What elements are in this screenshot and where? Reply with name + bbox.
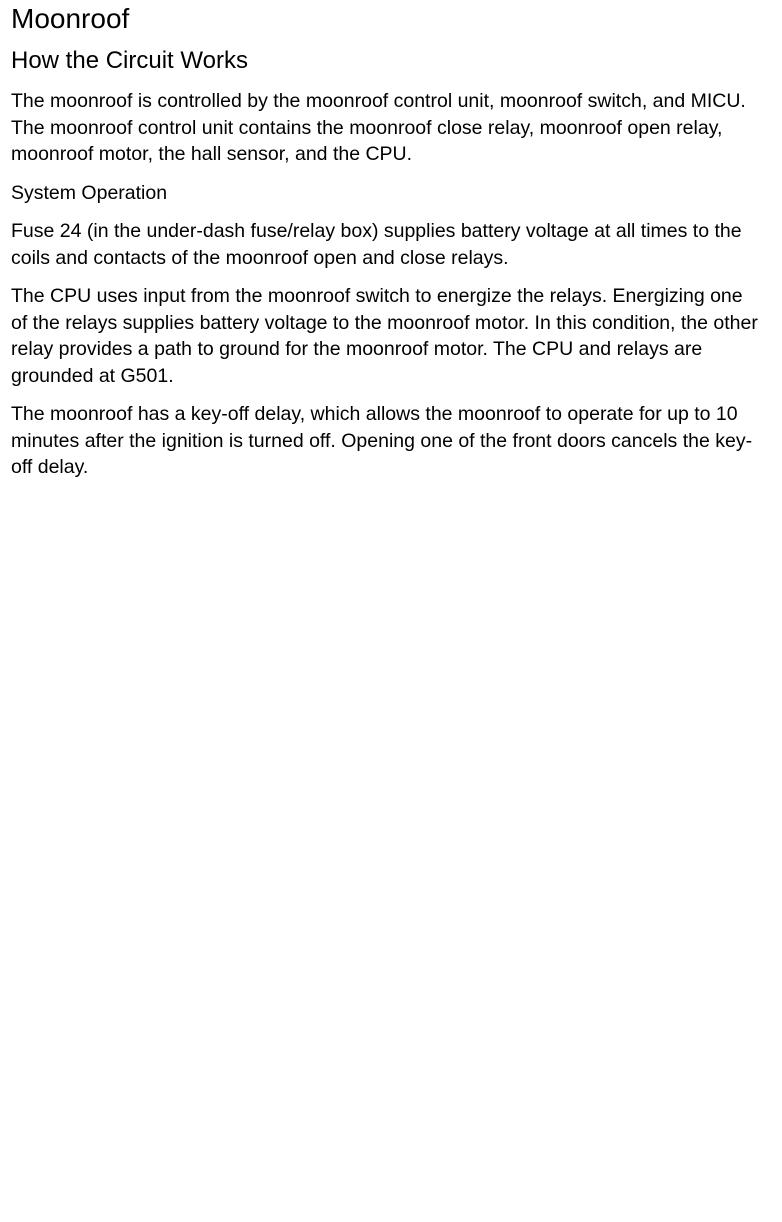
intro-paragraph: The moonroof is controlled by the moonroof control unit, moonroof switch, and MICU. The moonroof control unit contains the moonroof close relay, moonroof open relay, moonroof motor, the hall sensor, and the CPU. [11, 90, 746, 165]
fuse-paragraph: Fuse 24 (in the under-dash fuse/relay box) supplies battery voltage at all times to the coils and contacts of the moonroof open and close relays. [11, 220, 742, 269]
cpu-paragraph: The CPU uses input from the moonroof switch to energize the relays. Energizing one of the relays supplies battery voltage to the moonroof motor. In this condition, the other relay provides a path to ground for the moonroof motor. The CPU and relays are grounded at G501. [11, 285, 758, 387]
section-heading: How the Circuit Works [11, 47, 248, 74]
system-operation-heading: System Operation [11, 181, 168, 204]
page-title: Moonroof [11, 3, 130, 34]
key-off-delay-paragraph: The moonroof has a key-off delay, which allows the moonroof to operate for up to 10 minutes after the ignition is turned off. Opening one of the front doors cancels the key-off delay. [11, 403, 753, 478]
